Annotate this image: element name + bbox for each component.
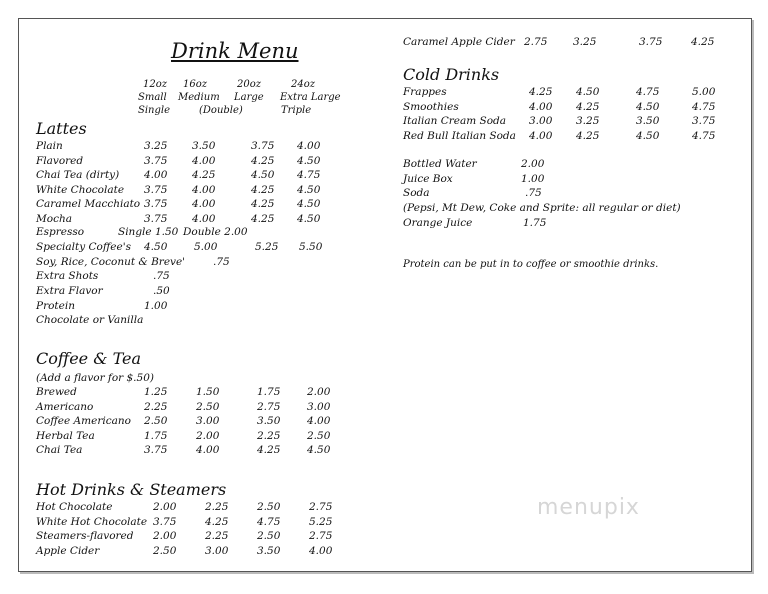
cold-drink-row-price: 4.50 (636, 129, 660, 142)
latte-row-price: 4.00 (192, 183, 216, 196)
cold-drinks-heading: Cold Drinks (403, 65, 500, 84)
cold-drink-row-price: 4.25 (529, 86, 553, 98)
protein-note: Chocolate or Vanilla (36, 314, 144, 326)
espresso-double: Double 2.00 (183, 226, 248, 238)
latte-row-price: 3.25 (144, 140, 168, 152)
coffee-tea-row-price: 4.50 (307, 444, 331, 456)
latte-row-name: Mocha (36, 212, 72, 225)
hot-drink-row-price: 2.00 (153, 501, 177, 513)
size-oz-xlarge: 24oz (291, 79, 316, 90)
page-title: Drink Menu (171, 39, 299, 63)
latte-row-price: 3.50 (192, 140, 216, 152)
hot-drink-row-price: 4.00 (309, 544, 333, 557)
flavor-note: (Add a flavor for $.50) (36, 372, 154, 384)
size-name-small: Small (138, 92, 167, 103)
latte-row-price: 4.00 (192, 198, 216, 210)
hot-drink-row-price: 2.75 (309, 530, 333, 542)
hot-drink-row-price: 3.50 (257, 544, 281, 557)
cold-drink-row-price: 3.50 (636, 115, 660, 127)
cold-drink-row-price: 4.25 (576, 100, 600, 113)
coffee-tea-row-price: 1.75 (144, 429, 168, 442)
extra-soy-name: Soy, Rice, Coconut & Breve' (36, 256, 186, 268)
coffee-tea-row-price: 2.50 (144, 415, 168, 427)
size-name-large: Large (234, 92, 264, 103)
latte-row-price: 4.00 (192, 212, 216, 225)
coffee-tea-row-price: 4.00 (196, 444, 220, 456)
hot-drink-row-price: 3.75 (153, 515, 177, 528)
latte-row-name: Caramel Macchiato (36, 198, 141, 210)
latte-row-price: 4.00 (297, 140, 321, 152)
size-oz-medium: 16oz (183, 79, 208, 90)
cold-drink-row-name: Red Bull Italian Soda (403, 129, 516, 142)
size-oz-small: 12oz (143, 79, 168, 90)
protein-name: Protein (36, 300, 75, 312)
latte-row-name: Flavored (36, 154, 84, 167)
coffee-tea-row-price: 4.25 (257, 444, 281, 456)
coffee-tea-row-price: 2.75 (257, 400, 281, 413)
latte-row-price: 3.75 (144, 183, 168, 196)
size-name-xlarge: Extra Large (280, 92, 341, 103)
orange-juice-name: Orange Juice (403, 217, 473, 229)
latte-row-price: 4.00 (144, 169, 168, 181)
bottled-water-name: Bottled Water (403, 158, 477, 170)
hot-drink-row-price: 2.75 (309, 501, 333, 513)
caramel-cider-name: Caramel Apple Cider (403, 36, 515, 48)
coffee-tea-row-price: 1.75 (257, 386, 281, 398)
bottled-water-price: 2.00 (521, 158, 545, 170)
hot-drink-row-price: 2.00 (153, 530, 177, 542)
extra-soy-price: .75 (213, 256, 230, 268)
specialty-name: Specialty Coffee's (36, 241, 131, 253)
juice-box-name: Juice Box (403, 173, 453, 185)
specialty-price-large: 5.25 (255, 241, 279, 253)
hot-drink-row-price: 2.25 (205, 530, 229, 542)
espresso-name: Espresso (36, 226, 85, 238)
coffee-tea-row-name: Americano (36, 400, 94, 413)
hot-drink-row-price: 4.25 (205, 515, 229, 528)
cold-drink-row-price: 4.75 (692, 129, 716, 142)
latte-row-price: 4.00 (192, 154, 216, 167)
latte-row-price: 4.50 (251, 169, 275, 181)
coffee-tea-row-price: 1.50 (196, 386, 220, 398)
coffee-tea-row-price: 2.25 (257, 429, 281, 442)
menupix-watermark: menupix (537, 495, 640, 520)
hot-drink-row-price: 2.25 (205, 501, 229, 513)
coffee-tea-row-price: 2.50 (307, 429, 331, 442)
size-name-medium: Medium (178, 92, 220, 103)
coffee-tea-row-price: 3.75 (144, 444, 168, 456)
shot-triple: Triple (281, 105, 312, 116)
hot-drink-row-name: White Hot Chocolate (36, 515, 148, 528)
specialty-price-medium: 5.00 (194, 241, 218, 253)
soda-price: .75 (525, 187, 542, 199)
coffee-tea-row-name: Brewed (36, 386, 77, 398)
latte-row-price: 4.25 (192, 169, 216, 181)
cold-drink-row-price: 4.00 (529, 100, 553, 113)
extra-shots-price: .75 (153, 270, 170, 282)
cold-drink-row-price: 4.25 (576, 129, 600, 142)
coffee-tea-row-price: 3.50 (257, 415, 281, 427)
latte-row-price: 3.75 (144, 198, 168, 210)
cold-drink-row-price: 4.50 (576, 86, 600, 98)
hot-drink-row-price: 2.50 (153, 544, 177, 557)
caramel-cider-price-large: 3.75 (639, 36, 663, 48)
cold-drink-row-price: 4.75 (692, 100, 716, 113)
coffee-tea-row-price: 1.25 (144, 386, 168, 398)
latte-row-price: 3.75 (144, 212, 168, 225)
latte-row-name: Plain (36, 140, 63, 152)
latte-row-price: 4.25 (251, 183, 275, 196)
protein-price: 1.00 (144, 300, 168, 312)
menu-page (18, 18, 752, 572)
latte-row-price: 4.50 (297, 198, 321, 210)
caramel-cider-price-medium: 3.25 (573, 36, 597, 48)
specialty-price-xlarge: 5.50 (299, 241, 323, 253)
latte-row-price: 4.25 (251, 154, 275, 167)
hot-drink-row-price: 2.50 (257, 501, 281, 513)
coffee-tea-row-name: Chai Tea (36, 444, 83, 456)
latte-row-price: 4.25 (251, 198, 275, 210)
latte-row-price: 3.75 (144, 154, 168, 167)
hot-drink-row-name: Hot Chocolate (36, 501, 113, 513)
coffee-tea-row-name: Herbal Tea (36, 429, 95, 442)
juice-box-price: 1.00 (521, 173, 545, 185)
shot-double: (Double) (199, 105, 243, 116)
cold-drink-row-name: Smoothies (403, 100, 459, 113)
espresso-single: Single 1.50 (118, 226, 179, 238)
cold-drink-row-name: Frappes (403, 86, 447, 98)
specialty-price-small: 4.50 (144, 241, 168, 253)
latte-row-name: Chai Tea (dirty) (36, 169, 120, 181)
orange-juice-price: 1.75 (523, 217, 547, 229)
caramel-cider-price-small: 2.75 (524, 36, 548, 48)
latte-row-price: 4.25 (251, 212, 275, 225)
soda-note: (Pepsi, Mt Dew, Coke and Sprite: all regular or diet) (403, 202, 681, 214)
cold-drink-row-name: Italian Cream Soda (403, 115, 507, 127)
coffee-tea-row-price: 2.00 (307, 386, 331, 398)
coffee-tea-row-price: 4.00 (307, 415, 331, 427)
coffee-tea-row-price: 2.25 (144, 400, 168, 413)
extra-flavor-price: .50 (153, 285, 170, 297)
latte-row-price: 3.75 (251, 140, 275, 152)
soda-name: Soda (403, 187, 430, 199)
cold-drink-row-price: 4.75 (636, 86, 660, 98)
hot-drink-row-name: Apple Cider (36, 544, 100, 557)
latte-row-price: 4.50 (297, 183, 321, 196)
coffee-tea-row-name: Coffee Americano (36, 415, 131, 427)
lattes-heading: Lattes (36, 119, 87, 138)
cold-drink-row-price: 4.50 (636, 100, 660, 113)
hot-drink-row-price: 3.00 (205, 544, 229, 557)
latte-row-price: 4.50 (297, 212, 321, 225)
extra-shots-name: Extra Shots (36, 270, 99, 282)
coffee-tea-row-price: 3.00 (196, 415, 220, 427)
latte-row-name: White Chocolate (36, 183, 125, 196)
extra-flavor-name: Extra Flavor (36, 285, 103, 297)
coffee-tea-heading: Coffee & Tea (36, 349, 141, 368)
cold-drink-row-price: 3.25 (576, 115, 600, 127)
hot-drink-row-price: 2.50 (257, 530, 281, 542)
cold-drink-row-price: 4.00 (529, 129, 553, 142)
caramel-cider-price-xlarge: 4.25 (691, 36, 715, 48)
latte-row-price: 4.75 (297, 169, 321, 181)
hot-drinks-heading: Hot Drinks & Steamers (36, 480, 227, 499)
coffee-tea-row-price: 2.50 (196, 400, 220, 413)
cold-drink-row-price: 5.00 (692, 86, 716, 98)
hot-drink-row-price: 4.75 (257, 515, 281, 528)
size-oz-large: 20oz (237, 79, 262, 90)
protein-footer: Protein can be put in to coffee or smoothie drinks. (403, 259, 659, 270)
coffee-tea-row-price: 3.00 (307, 400, 331, 413)
cold-drink-row-price: 3.75 (692, 115, 716, 127)
hot-drink-row-price: 5.25 (309, 515, 333, 528)
coffee-tea-row-price: 2.00 (196, 429, 220, 442)
hot-drink-row-name: Steamers-flavored (36, 530, 134, 542)
latte-row-price: 4.50 (297, 154, 321, 167)
shot-single: Single (138, 105, 171, 116)
cold-drink-row-price: 3.00 (529, 115, 553, 127)
